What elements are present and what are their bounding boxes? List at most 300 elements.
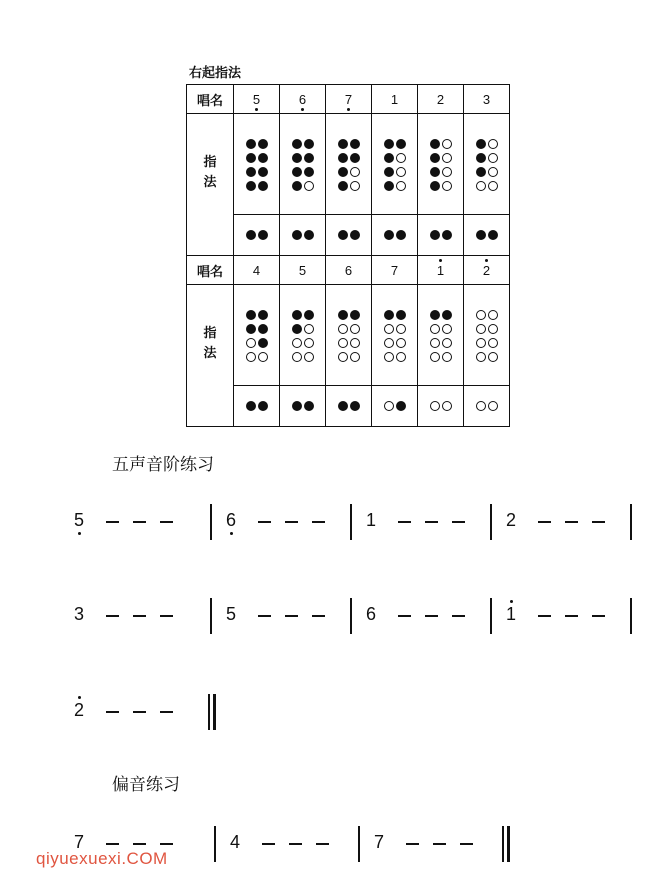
holes-lower-row-1 xyxy=(187,215,510,256)
hole-row xyxy=(326,401,371,411)
barline xyxy=(630,598,632,634)
open-hole-icon xyxy=(476,310,486,320)
extension-dash xyxy=(160,843,173,845)
closed-hole-icon xyxy=(258,139,268,149)
score-note: 7 xyxy=(374,832,385,852)
hole-row xyxy=(476,139,498,149)
open-hole-icon xyxy=(384,338,394,348)
closed-hole-icon xyxy=(246,181,256,191)
open-hole-icon xyxy=(304,324,314,334)
hole-row xyxy=(292,139,314,149)
hole-row xyxy=(292,310,314,320)
closed-hole-icon xyxy=(488,230,498,240)
hole-grid xyxy=(476,310,498,362)
open-hole-icon xyxy=(442,338,452,348)
closed-hole-icon xyxy=(246,310,256,320)
extension-dash xyxy=(565,615,578,617)
score-note: 2 xyxy=(74,700,85,720)
barline xyxy=(210,504,212,540)
row-label-name: 唱名 xyxy=(187,256,234,285)
score-note: 3 xyxy=(74,604,85,624)
holes-cell xyxy=(418,215,464,256)
note-cell xyxy=(418,256,464,285)
score-note: 7 xyxy=(74,832,85,852)
extension-dash xyxy=(258,521,271,523)
hole-row xyxy=(464,401,509,411)
hole-grid xyxy=(246,310,268,362)
note-cell xyxy=(418,85,464,114)
holes-cell xyxy=(280,386,326,427)
closed-hole-icon xyxy=(384,167,394,177)
closed-hole-icon xyxy=(396,139,406,149)
closed-hole-icon xyxy=(246,139,256,149)
holes-cell xyxy=(280,215,326,256)
extension-dash xyxy=(538,615,551,617)
hole-row xyxy=(476,324,498,334)
hole-row xyxy=(246,153,268,163)
extension-dash xyxy=(285,521,298,523)
hole-row xyxy=(430,181,452,191)
hole-row xyxy=(372,401,417,411)
extension-dash xyxy=(452,521,465,523)
extension-dash xyxy=(133,521,146,523)
hole-row xyxy=(430,139,452,149)
closed-hole-icon xyxy=(246,324,256,334)
hole-row xyxy=(476,338,498,348)
barline xyxy=(350,598,352,634)
open-hole-icon xyxy=(350,338,360,348)
hole-row xyxy=(464,230,509,240)
hole-row xyxy=(384,310,406,320)
extension-dash xyxy=(160,521,173,523)
open-hole-icon xyxy=(338,352,348,362)
holes-cell xyxy=(326,215,372,256)
holes-cell xyxy=(326,386,372,427)
holes-cell xyxy=(418,114,464,215)
extension-dash xyxy=(565,521,578,523)
open-hole-icon xyxy=(442,153,452,163)
closed-hole-icon xyxy=(258,181,268,191)
closed-hole-icon xyxy=(258,401,268,411)
closed-hole-icon xyxy=(476,167,486,177)
closed-hole-icon xyxy=(384,310,394,320)
barline xyxy=(630,504,632,540)
open-hole-icon xyxy=(350,324,360,334)
open-hole-icon xyxy=(476,401,486,411)
score-note: 1 xyxy=(506,604,517,624)
closed-hole-icon xyxy=(292,324,302,334)
open-hole-icon xyxy=(384,401,394,411)
extension-dash xyxy=(262,843,275,845)
closed-hole-icon xyxy=(246,401,256,411)
closed-hole-icon xyxy=(258,310,268,320)
closed-hole-icon xyxy=(430,310,440,320)
note-cell xyxy=(326,85,372,114)
open-hole-icon xyxy=(396,338,406,348)
open-hole-icon xyxy=(292,338,302,348)
hole-row xyxy=(338,167,360,177)
hole-row xyxy=(476,167,498,177)
closed-hole-icon xyxy=(430,230,440,240)
row-label-name: 唱名 xyxy=(187,85,234,114)
closed-hole-icon xyxy=(258,230,268,240)
hole-row xyxy=(280,230,325,240)
hole-grid xyxy=(384,310,406,362)
hole-row xyxy=(476,153,498,163)
open-hole-icon xyxy=(488,310,498,320)
open-hole-icon xyxy=(246,338,256,348)
barline xyxy=(210,598,212,634)
hole-grid xyxy=(292,310,314,362)
closed-hole-icon xyxy=(350,153,360,163)
hole-row xyxy=(384,139,406,149)
closed-hole-icon xyxy=(350,139,360,149)
closed-hole-icon xyxy=(304,153,314,163)
score-note: 6 xyxy=(226,510,237,530)
hole-row xyxy=(476,352,498,362)
open-hole-icon xyxy=(430,352,440,362)
hole-row xyxy=(338,338,360,348)
note-cell xyxy=(464,85,510,114)
hole-grid xyxy=(246,139,268,191)
open-hole-icon xyxy=(304,338,314,348)
closed-hole-icon xyxy=(292,401,302,411)
note-cell xyxy=(372,256,418,285)
note: 1 xyxy=(390,91,399,107)
hole-row xyxy=(292,181,314,191)
open-hole-icon xyxy=(384,324,394,334)
closed-hole-icon xyxy=(442,230,452,240)
open-hole-icon xyxy=(396,153,406,163)
hole-row xyxy=(234,230,279,240)
hole-row xyxy=(246,139,268,149)
open-hole-icon xyxy=(442,139,452,149)
note: 7 xyxy=(390,262,399,278)
hole-row xyxy=(338,153,360,163)
open-hole-icon xyxy=(488,352,498,362)
hole-grid xyxy=(338,310,360,362)
note: 3 xyxy=(482,91,491,107)
open-hole-icon xyxy=(488,338,498,348)
score-note: 1 xyxy=(366,510,377,530)
open-hole-icon xyxy=(430,338,440,348)
closed-hole-icon xyxy=(430,167,440,177)
hole-grid xyxy=(430,139,452,191)
holes-upper-row-1 xyxy=(187,114,510,215)
closed-hole-icon xyxy=(338,153,348,163)
closed-hole-icon xyxy=(350,230,360,240)
hole-row xyxy=(384,338,406,348)
extension-dash xyxy=(312,615,325,617)
closed-hole-icon xyxy=(258,167,268,177)
hole-row xyxy=(292,352,314,362)
open-hole-icon xyxy=(476,181,486,191)
extension-dash xyxy=(160,711,173,713)
extension-dash xyxy=(106,521,119,523)
extension-dash xyxy=(106,843,119,845)
row-label-fingering xyxy=(187,114,234,256)
open-hole-icon xyxy=(396,324,406,334)
closed-hole-icon xyxy=(292,167,302,177)
open-hole-icon xyxy=(442,401,452,411)
closed-hole-icon xyxy=(430,153,440,163)
extension-dash xyxy=(285,615,298,617)
note-row-1 xyxy=(187,85,510,114)
score-line-3 xyxy=(74,700,224,740)
barline xyxy=(350,504,352,540)
row-label-fingering xyxy=(187,285,234,427)
open-hole-icon xyxy=(476,324,486,334)
open-hole-icon xyxy=(430,401,440,411)
holes-cell xyxy=(326,285,372,386)
hole-row xyxy=(246,167,268,177)
hole-row xyxy=(418,401,463,411)
extension-dash xyxy=(460,843,473,845)
closed-hole-icon xyxy=(396,310,406,320)
closed-hole-icon xyxy=(396,230,406,240)
open-hole-icon xyxy=(258,352,268,362)
hole-grid xyxy=(292,139,314,191)
hole-row xyxy=(246,324,268,334)
note: 5 xyxy=(252,91,261,107)
score-line-1 xyxy=(74,510,634,550)
holes-cell xyxy=(326,114,372,215)
hole-row xyxy=(430,310,452,320)
holes-cell xyxy=(372,215,418,256)
closed-hole-icon xyxy=(304,401,314,411)
hole-row xyxy=(384,352,406,362)
extension-dash xyxy=(133,843,146,845)
extension-dash xyxy=(398,615,411,617)
holes-cell xyxy=(418,285,464,386)
closed-hole-icon xyxy=(258,153,268,163)
hole-row xyxy=(430,338,452,348)
open-hole-icon xyxy=(292,352,302,362)
extension-dash xyxy=(425,615,438,617)
open-hole-icon xyxy=(338,324,348,334)
open-hole-icon xyxy=(304,352,314,362)
score-note: 5 xyxy=(226,604,237,624)
hole-row xyxy=(430,167,452,177)
open-hole-icon xyxy=(442,167,452,177)
closed-hole-icon xyxy=(350,310,360,320)
note-cell xyxy=(326,256,372,285)
hole-row xyxy=(292,167,314,177)
note-cell xyxy=(280,256,326,285)
holes-cell xyxy=(280,114,326,215)
closed-hole-icon xyxy=(292,310,302,320)
note-cell xyxy=(464,256,510,285)
open-hole-icon xyxy=(488,153,498,163)
open-hole-icon xyxy=(476,338,486,348)
note: 5 xyxy=(298,262,307,278)
barline xyxy=(208,694,210,730)
open-hole-icon xyxy=(350,352,360,362)
holes-cell xyxy=(234,215,280,256)
holes-cell xyxy=(464,386,510,427)
extension-dash xyxy=(106,615,119,617)
note: 2 xyxy=(482,262,491,278)
holes-lower-row-2 xyxy=(187,386,510,427)
hole-row xyxy=(292,324,314,334)
closed-hole-icon xyxy=(430,181,440,191)
holes-cell xyxy=(372,114,418,215)
hole-row xyxy=(292,338,314,348)
hole-grid xyxy=(430,310,452,362)
closed-hole-icon xyxy=(338,139,348,149)
open-hole-icon xyxy=(442,352,452,362)
extension-dash xyxy=(538,521,551,523)
hole-row xyxy=(338,181,360,191)
section-title-pentatonic: 五声音阶练习 xyxy=(112,455,214,474)
extension-dash xyxy=(592,521,605,523)
open-hole-icon xyxy=(488,401,498,411)
score-note: 4 xyxy=(230,832,241,852)
closed-hole-icon xyxy=(476,139,486,149)
barline xyxy=(358,826,360,862)
closed-hole-icon xyxy=(430,139,440,149)
closed-hole-icon xyxy=(384,181,394,191)
holes-upper-row-2 xyxy=(187,285,510,386)
hole-grid xyxy=(476,139,498,191)
open-hole-icon xyxy=(442,181,452,191)
closed-hole-icon xyxy=(292,181,302,191)
closed-hole-icon xyxy=(304,310,314,320)
holes-cell xyxy=(464,215,510,256)
hole-row xyxy=(338,352,360,362)
open-hole-icon xyxy=(476,352,486,362)
closed-hole-icon xyxy=(304,139,314,149)
barline xyxy=(214,826,216,862)
closed-hole-icon xyxy=(258,338,268,348)
score-note: 2 xyxy=(506,510,517,530)
open-hole-icon xyxy=(384,352,394,362)
hole-row xyxy=(246,352,268,362)
open-hole-icon xyxy=(442,324,452,334)
closed-hole-icon xyxy=(304,167,314,177)
extension-dash xyxy=(289,843,302,845)
holes-cell xyxy=(234,285,280,386)
barline xyxy=(490,504,492,540)
score-note: 5 xyxy=(74,510,85,530)
hole-row xyxy=(246,338,268,348)
hole-row xyxy=(338,310,360,320)
open-hole-icon xyxy=(246,352,256,362)
note-cell xyxy=(234,256,280,285)
hole-row xyxy=(280,401,325,411)
open-hole-icon xyxy=(396,352,406,362)
note: 4 xyxy=(252,262,261,278)
note: 6 xyxy=(344,262,353,278)
open-hole-icon xyxy=(488,167,498,177)
closed-hole-icon xyxy=(304,230,314,240)
hole-row xyxy=(292,153,314,163)
extension-dash xyxy=(312,521,325,523)
note: 6 xyxy=(298,91,307,107)
note: 1 xyxy=(436,262,445,278)
watermark: qiyuexuexi.COM xyxy=(36,849,168,868)
final-barline xyxy=(213,694,216,730)
note-row-2 xyxy=(187,256,510,285)
hole-row xyxy=(430,153,452,163)
closed-hole-icon xyxy=(350,401,360,411)
closed-hole-icon xyxy=(384,139,394,149)
table-title: 右起指法 xyxy=(189,65,242,80)
hole-row xyxy=(338,139,360,149)
hole-row xyxy=(430,352,452,362)
extension-dash xyxy=(425,521,438,523)
score-line-2 xyxy=(74,604,634,644)
closed-hole-icon xyxy=(292,230,302,240)
holes-cell xyxy=(234,114,280,215)
hole-row xyxy=(384,167,406,177)
extension-dash xyxy=(160,615,173,617)
closed-hole-icon xyxy=(292,153,302,163)
hole-row xyxy=(418,230,463,240)
hole-row xyxy=(476,310,498,320)
open-hole-icon xyxy=(304,181,314,191)
closed-hole-icon xyxy=(476,153,486,163)
holes-cell xyxy=(372,285,418,386)
final-barline xyxy=(507,826,510,862)
fingering-table xyxy=(186,84,510,427)
hole-row xyxy=(372,230,417,240)
hole-grid xyxy=(338,139,360,191)
hole-row xyxy=(384,324,406,334)
hole-row xyxy=(234,401,279,411)
closed-hole-icon xyxy=(338,181,348,191)
note: 2 xyxy=(436,91,445,107)
note-cell xyxy=(280,85,326,114)
extension-dash xyxy=(258,615,271,617)
holes-cell xyxy=(464,114,510,215)
fingering-label: 指法 xyxy=(203,154,217,189)
barline xyxy=(502,826,504,862)
extension-dash xyxy=(452,615,465,617)
hole-row xyxy=(338,324,360,334)
open-hole-icon xyxy=(488,139,498,149)
open-hole-icon xyxy=(488,181,498,191)
open-hole-icon xyxy=(350,181,360,191)
holes-cell xyxy=(464,285,510,386)
closed-hole-icon xyxy=(476,230,486,240)
closed-hole-icon xyxy=(338,230,348,240)
closed-hole-icon xyxy=(338,401,348,411)
open-hole-icon xyxy=(396,167,406,177)
closed-hole-icon xyxy=(292,139,302,149)
holes-cell xyxy=(280,285,326,386)
closed-hole-icon xyxy=(384,153,394,163)
fingering-label: 指法 xyxy=(203,325,217,360)
barline xyxy=(490,598,492,634)
open-hole-icon xyxy=(488,324,498,334)
closed-hole-icon xyxy=(384,230,394,240)
open-hole-icon xyxy=(430,324,440,334)
hole-row xyxy=(246,181,268,191)
closed-hole-icon xyxy=(258,324,268,334)
extension-dash xyxy=(133,615,146,617)
holes-cell xyxy=(234,386,280,427)
closed-hole-icon xyxy=(442,310,452,320)
hole-row xyxy=(384,181,406,191)
note-cell xyxy=(234,85,280,114)
extension-dash xyxy=(433,843,446,845)
note: 7 xyxy=(344,91,353,107)
open-hole-icon xyxy=(396,181,406,191)
hole-row xyxy=(430,324,452,334)
open-hole-icon xyxy=(350,167,360,177)
closed-hole-icon xyxy=(338,310,348,320)
